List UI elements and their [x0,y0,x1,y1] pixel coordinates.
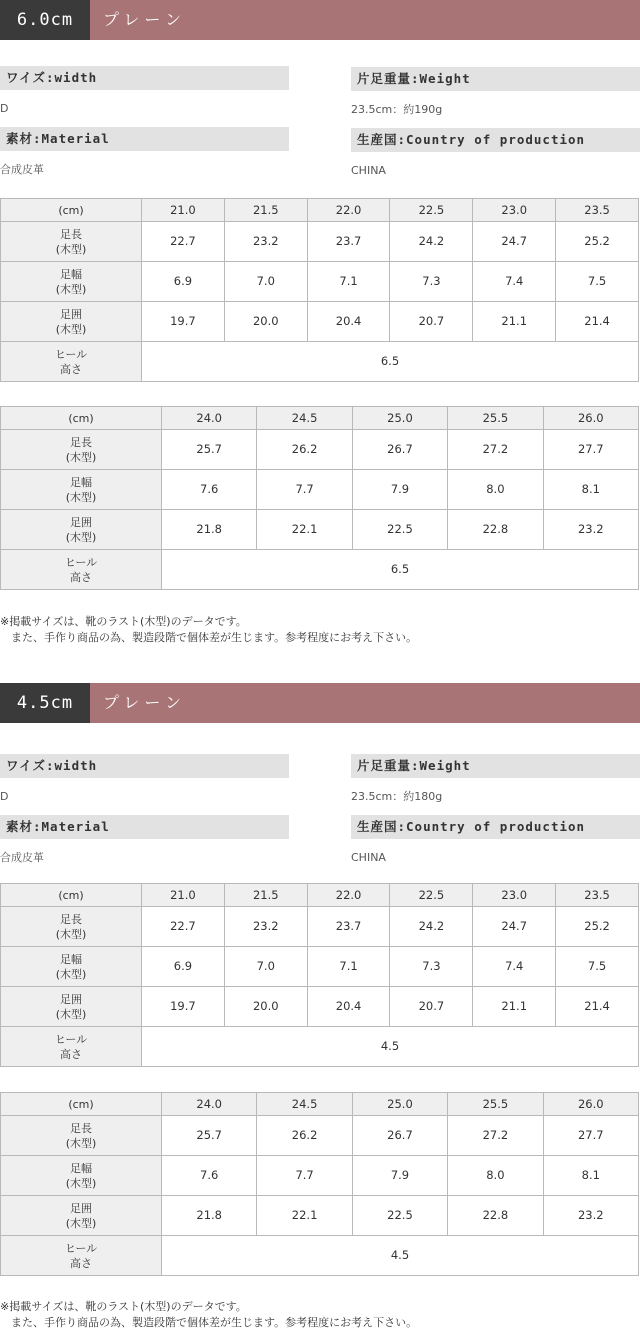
foot-length-row [1,222,639,262]
value-cell: 20.7 [390,987,473,1027]
value-cell: 20.4 [307,987,390,1027]
unit-cell: (cm) [1,407,162,430]
value-cell: 23.7 [307,907,390,947]
unit-cell: (cm) [1,199,142,222]
row-label: 足幅 (木型) [1,262,142,302]
size-note [0,614,417,646]
value-cell: 25.7 [162,1116,257,1156]
foot-girth-row [1,510,639,550]
value-cell: 6.9 [142,262,225,302]
value-cell: 7.4 [473,262,556,302]
country-value: CHINA [351,851,386,864]
value-cell: 27.2 [448,430,543,470]
value-cell: 23.7 [307,222,390,262]
value-cell: 7.6 [162,1156,257,1196]
value-cell: 21.8 [162,1196,257,1236]
size-header-row [1,884,639,907]
size-table-large [0,1092,639,1276]
value-cell: 20.0 [224,987,307,1027]
value-cell: 8.0 [448,1156,543,1196]
heel-height-row [1,550,639,590]
value-cell: 27.7 [543,430,638,470]
size-cell: 25.0 [352,1093,447,1116]
note-line-1: ※掲載サイズは、靴のラスト(木型)のデータです。 [0,615,247,628]
value-cell: 26.7 [352,430,447,470]
spec-section-4-5cm [0,683,640,1343]
value-cell: 22.7 [142,907,225,947]
row-label: ヒール 高さ [1,550,162,590]
value-cell: 22.1 [257,1196,352,1236]
heel-height-row [1,1027,639,1067]
size-note [0,1299,417,1331]
value-cell: 8.1 [543,470,638,510]
heel-height-tag: 6.0cm [0,0,90,40]
value-cell: 20.0 [224,302,307,342]
heel-height-row [1,342,639,382]
heel-height-value: 4.5 [162,1236,639,1276]
heel-height-value: 6.5 [162,550,639,590]
size-cell: 22.0 [307,884,390,907]
value-cell: 25.7 [162,430,257,470]
value-cell: 19.7 [142,987,225,1027]
foot-girth-row [1,1196,639,1236]
value-cell: 8.1 [543,1156,638,1196]
size-cell: 23.5 [556,199,639,222]
value-cell: 23.2 [543,510,638,550]
foot-width-row [1,470,639,510]
heel-height-tag: 4.5cm [0,683,90,723]
value-cell: 7.3 [390,262,473,302]
size-cell: 24.0 [162,407,257,430]
foot-width-row [1,262,639,302]
value-cell: 23.2 [224,907,307,947]
country-label: 生産国:Country of production [351,815,640,839]
note-line-2: また、手作り商品の為、製造段階で個体差が生じます。参考程度にお考え下さい。 [0,631,418,644]
value-cell: 26.7 [352,1116,447,1156]
value-cell: 22.8 [448,1196,543,1236]
heel-height-value: 6.5 [142,342,639,382]
value-cell: 24.2 [390,222,473,262]
width-value: D [0,790,9,803]
unit-cell: (cm) [1,1093,162,1116]
size-table-small [0,883,639,1067]
size-cell: 24.5 [257,1093,352,1116]
value-cell: 26.2 [257,430,352,470]
foot-girth-row [1,987,639,1027]
row-label: 足囲 (木型) [1,987,142,1027]
row-label: 足長 (木型) [1,907,142,947]
weight-label: 片足重量:Weight [351,754,640,778]
row-label: ヒール 高さ [1,342,142,382]
size-cell: 21.5 [224,199,307,222]
foot-width-row [1,1156,639,1196]
row-label: 足幅 (木型) [1,470,162,510]
size-cell: 22.0 [307,199,390,222]
value-cell: 7.1 [307,947,390,987]
note-line-2: また、手作り商品の為、製造段階で個体差が生じます。参考程度にお考え下さい。 [0,1316,418,1329]
value-cell: 21.4 [556,987,639,1027]
value-cell: 7.7 [257,1156,352,1196]
value-cell: 22.5 [352,1196,447,1236]
value-cell: 7.6 [162,470,257,510]
row-label: ヒール 高さ [1,1236,162,1276]
weight-value: 23.5cm：約190g [351,103,443,116]
size-cell: 22.5 [390,199,473,222]
value-cell: 7.5 [556,262,639,302]
value-cell: 21.1 [473,987,556,1027]
size-cell: 23.0 [473,884,556,907]
value-cell: 22.1 [257,510,352,550]
value-cell: 7.9 [352,470,447,510]
row-label: 足長 (木型) [1,1116,162,1156]
foot-length-row [1,1116,639,1156]
material-label: 素材:Material [0,815,289,839]
value-cell: 25.2 [556,907,639,947]
size-cell: 21.0 [142,199,225,222]
heel-height-row [1,1236,639,1276]
value-cell: 24.2 [390,907,473,947]
value-cell: 22.5 [352,510,447,550]
value-cell: 25.2 [556,222,639,262]
value-cell: 7.1 [307,262,390,302]
row-label: 足幅 (木型) [1,1156,162,1196]
value-cell: 24.7 [473,222,556,262]
size-cell: 21.0 [142,884,225,907]
row-label: 足囲 (木型) [1,510,162,550]
note-line-1: ※掲載サイズは、靴のラスト(木型)のデータです。 [0,1300,247,1313]
size-table-small [0,198,639,382]
value-cell: 7.4 [473,947,556,987]
value-cell: 20.7 [390,302,473,342]
section-title: プレーン [103,693,187,712]
value-cell: 6.9 [142,947,225,987]
size-cell: 25.5 [448,1093,543,1116]
row-label: 足幅 (木型) [1,947,142,987]
section-header [0,0,640,40]
value-cell: 19.7 [142,302,225,342]
width-value: D [0,102,9,115]
section-title: プレーン [103,10,187,29]
row-label: 足長 (木型) [1,222,142,262]
value-cell: 7.7 [257,470,352,510]
unit-cell: (cm) [1,884,142,907]
value-cell: 27.2 [448,1116,543,1156]
weight-label: 片足重量:Weight [351,67,640,91]
spec-section-6cm [0,0,640,660]
material-value: 合成皮革 [0,163,44,176]
size-header-row [1,1093,639,1116]
section-header [0,683,640,723]
size-cell: 26.0 [543,1093,638,1116]
foot-width-row [1,947,639,987]
value-cell: 21.1 [473,302,556,342]
value-cell: 8.0 [448,470,543,510]
width-label: ワイズ:width [0,754,289,778]
size-cell: 24.5 [257,407,352,430]
size-cell: 21.5 [224,884,307,907]
value-cell: 7.3 [390,947,473,987]
size-table-large [0,406,639,590]
value-cell: 24.7 [473,907,556,947]
value-cell: 27.7 [543,1116,638,1156]
size-cell: 25.0 [352,407,447,430]
foot-length-row [1,430,639,470]
value-cell: 7.0 [224,947,307,987]
size-header-row [1,407,639,430]
value-cell: 21.4 [556,302,639,342]
value-cell: 23.2 [224,222,307,262]
foot-length-row [1,907,639,947]
row-label: ヒール 高さ [1,1027,142,1067]
country-label: 生産国:Country of production [351,128,640,152]
size-cell: 23.0 [473,199,556,222]
foot-girth-row [1,302,639,342]
row-label: 足囲 (木型) [1,1196,162,1236]
heel-height-value: 4.5 [142,1027,639,1067]
value-cell: 23.2 [543,1196,638,1236]
size-cell: 26.0 [543,407,638,430]
size-header-row [1,199,639,222]
row-label: 足長 (木型) [1,430,162,470]
value-cell: 22.8 [448,510,543,550]
country-value: CHINA [351,164,386,177]
material-value: 合成皮革 [0,851,44,864]
size-cell: 23.5 [556,884,639,907]
size-cell: 22.5 [390,884,473,907]
value-cell: 20.4 [307,302,390,342]
width-label: ワイズ:width [0,66,289,90]
value-cell: 7.5 [556,947,639,987]
row-label: 足囲 (木型) [1,302,142,342]
material-label: 素材:Material [0,127,289,151]
value-cell: 22.7 [142,222,225,262]
weight-value: 23.5cm：約180g [351,790,443,803]
value-cell: 21.8 [162,510,257,550]
size-cell: 24.0 [162,1093,257,1116]
value-cell: 26.2 [257,1116,352,1156]
value-cell: 7.0 [224,262,307,302]
value-cell: 7.9 [352,1156,447,1196]
size-cell: 25.5 [448,407,543,430]
